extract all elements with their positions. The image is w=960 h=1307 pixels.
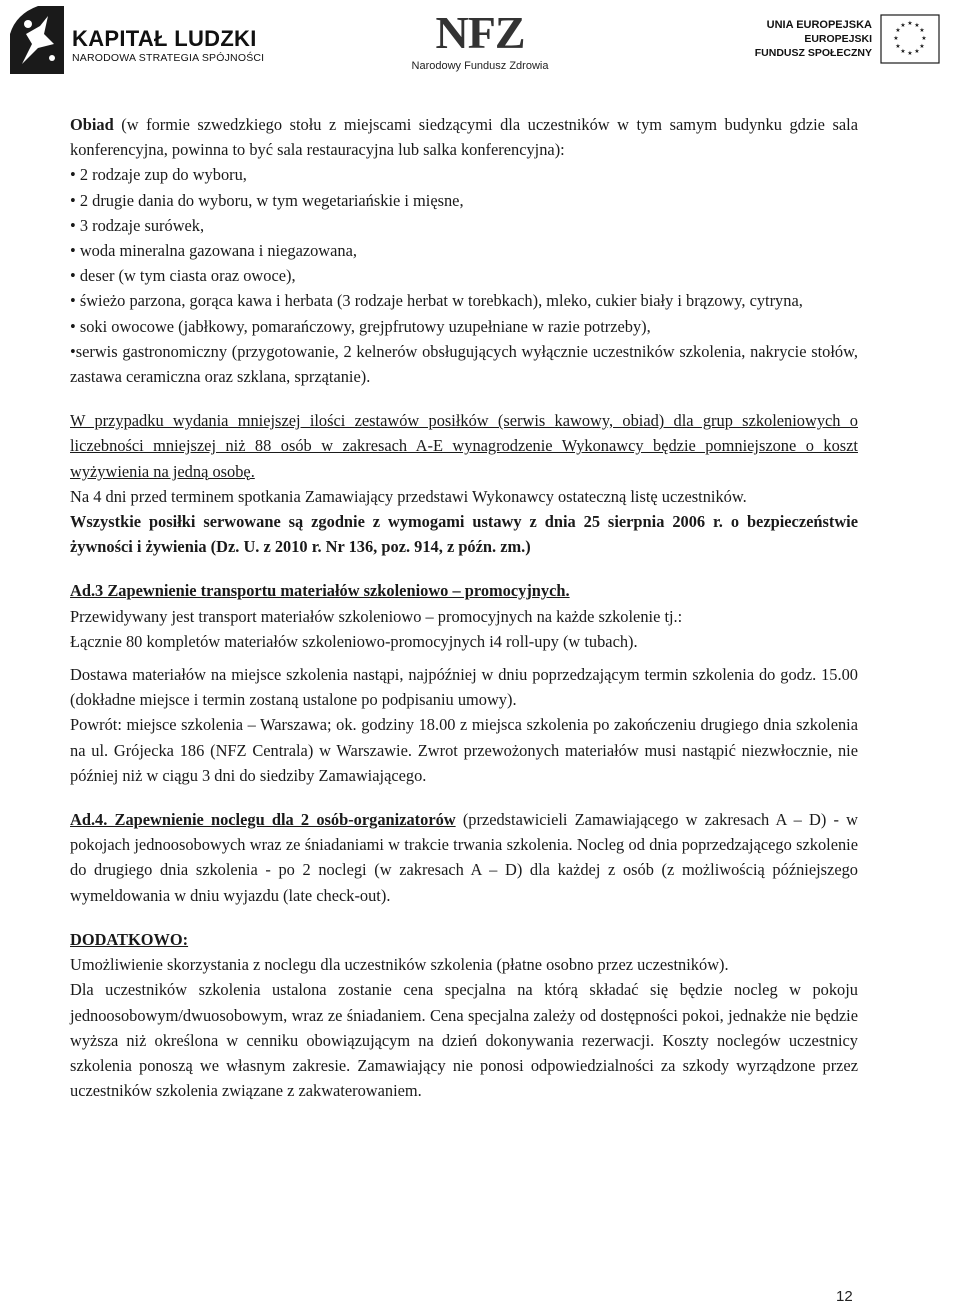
ad3-delivery: Dostawa materiałów na miejsce szkolenia nastąpi, najpóźniej w dniu poprzedzającym termin szkolenia do godz. 15.00 (dokładne miejsce i termin zostaną ustalone po podpisaniu umowy). — [70, 665, 858, 710]
svg-text:★: ★ — [914, 48, 920, 55]
dodatkowo-line-1: Umożliwienie skorzystania z noclegu dla uczestników szkolenia (płatne osobno przez uczestników). — [70, 955, 729, 975]
nfz-subtitle: Narodowy Fundusz Zdrowia — [411, 60, 549, 72]
svg-text:★: ★ — [895, 43, 901, 50]
obiad-title: Obiad — [70, 115, 114, 134]
eu-logo — [754, 14, 950, 70]
svg-text:★: ★ — [914, 22, 920, 29]
page-header — [0, 0, 960, 80]
svg-text:★: ★ — [900, 22, 906, 29]
eu-line-1: UNIA EUROPEJSKA — [766, 19, 872, 31]
ad4-paragraph — [70, 807, 858, 908]
svg-text:★: ★ — [895, 27, 901, 34]
obiad-item: • woda mineralna gazowana i niegazowana, — [70, 238, 858, 263]
obiad-item: • 2 drugie dania do wyboru, w tym wegetariańskie i mięsne, — [70, 188, 858, 213]
obiad-item: • deser (w tym ciasta oraz owoce), — [70, 263, 858, 288]
svg-text:★: ★ — [919, 27, 925, 34]
ad3-line-2: Łącznie 80 kompletów materiałów szkoleniowo-promocyjnych i4 roll-upy (w tubach). — [70, 631, 638, 651]
kapital-ludzki-mark-icon — [8, 4, 66, 76]
reduction-paragraph: W przypadku wydania mniejszej ilości zestawów posiłków (serwis kawowy, obiad) dla grup szkoleniowych o liczebności mniejszej niż 88 osób w zakresach A-E wynagrodzenie Wykonawcy będzie pomniejszone o koszt wyżywienia na jedną osobę. — [70, 411, 858, 481]
obiad-serwis: •serwis gastronomiczny (przygotowanie, 2 kelnerów obsługujących wyłącznie uczestników szkolenia, nakrycie stołów, zastawa ceramiczna oraz szklana, sprzątanie). — [70, 341, 858, 387]
participants-list-paragraph: Na 4 dni przed terminem spotkania Zamawiający przedstawi Wykonawcy ostateczną listę uczestników. — [70, 486, 747, 506]
svg-text:★: ★ — [900, 48, 906, 55]
obiad-item: • świeżo parzona, gorąca kawa i herbata (3 rodzaje herbat w torebkach), mleko, cukier biały i brązowy, cytryna, — [70, 288, 858, 313]
obiad-intro-text: (w formie szwedzkiego stołu z miejscami siedzącymi dla uczestników w tym samym budynku gdzie sala konferencyjna, powinna to być sala restauracyjna lub salka konferencyjna): — [70, 115, 858, 160]
dodatkowo-heading: DODATKOWO: — [70, 929, 189, 949]
eu-text — [755, 18, 872, 60]
ad3-line-1: Przewidywany jest transport materiałów szkoleniowo – promocyjnych na każde szkolenie tj.: — [70, 606, 683, 626]
dodatkowo-text: Dla uczestników szkolenia ustalona zostanie cena specjalna na którą składać się będzie nocleg w pokoju jednoosobowym/dwuosobowym, wraz ze śniadaniem. Cena specjalna zależy od dostępności pokoi, jednakże nie będzie wyższa niż określona w cenniku obowiązującym na dzień dokonywania rezerwacji. Koszty noclegów uczestnicy szkolenia ponoszą we własnym zakresie. Zamawiający nie ponosi odpowiedzialności za szkody wyrządzone przez uczestników szkolenia związane z zakwaterowaniem. — [70, 980, 858, 1101]
svg-text:★: ★ — [921, 35, 927, 42]
page-number: 12 — [836, 1288, 853, 1305]
eu-stars-icon — [880, 14, 940, 64]
obiad-intro — [70, 112, 858, 162]
svg-text:★: ★ — [907, 50, 913, 57]
eu-line-3: FUNDUSZ SPOŁECZNY — [754, 47, 872, 59]
svg-text:★: ★ — [919, 43, 925, 50]
kapital-ludzki-logo — [8, 4, 265, 76]
eu-line-2: EUROPEJSKI — [804, 33, 872, 45]
ad3-heading: Ad.3 Zapewnienie transportu materiałów szkoleniowo – promocyjnych. — [70, 581, 570, 601]
svg-text:★: ★ — [893, 35, 899, 42]
nfz-mark: NFZ — [435, 7, 525, 58]
kapital-ludzki-title: KAPITAŁ LUDZKI — [72, 26, 257, 51]
regulation-paragraph: Wszystkie posiłki serwowane są zgodnie z wymogami ustawy z dnia 25 sierpnia 2006 r. o bezpieczeństwie żywności i żywienia (Dz. U. z 2010 r. Nr 136, poz. 914, z późn. zm.) — [70, 512, 858, 557]
obiad-item: • soki owocowe (jabłkowy, pomarańczowy, grejpfrutowy uzupełniane w razie potrzeby), — [70, 314, 858, 339]
ad4-heading: Ad.4. Zapewnienie noclegu dla 2 osób-organizatorów — [70, 810, 456, 830]
ad4-text: (przedstawicieli Zamawiającego w zakresach A – D) - w pokojach jednoosobowych wraz ze śniadaniami w trakcie trwania szkolenia. Nocleg od dnia poprzedzającego szkolenie do drugiego dnia szkolenia - po 2 noclegi (w zakresach A – D) dla każdej z osób (z możliwością późniejszego wymeldowania w dniu wyjazdu (late check-out). — [70, 810, 858, 905]
document-body — [70, 112, 858, 1103]
nfz-logo — [400, 6, 560, 76]
kapital-ludzki-subtitle: NARODOWA STRATEGIA SPÓJNOŚCI — [72, 52, 265, 64]
obiad-item: • 2 rodzaje zup do wyboru, — [70, 162, 858, 187]
svg-text:★: ★ — [907, 20, 913, 27]
ad3-return: Powrót: miejsce szkolenia – Warszawa; ok. godziny 18.00 z miejsca szkolenia po zakończeniu drugiego dnia szkolenia na ul. Grójecka 186 (NFZ Centrala) w Warszawie. Zwrot przewożonych materiałów musi nastąpić niezwłocznie, nie później niż w ciągu 3 dni do siedziby Zamawiającego. — [70, 715, 858, 785]
obiad-item: • 3 rodzaje surówek, — [70, 213, 858, 238]
